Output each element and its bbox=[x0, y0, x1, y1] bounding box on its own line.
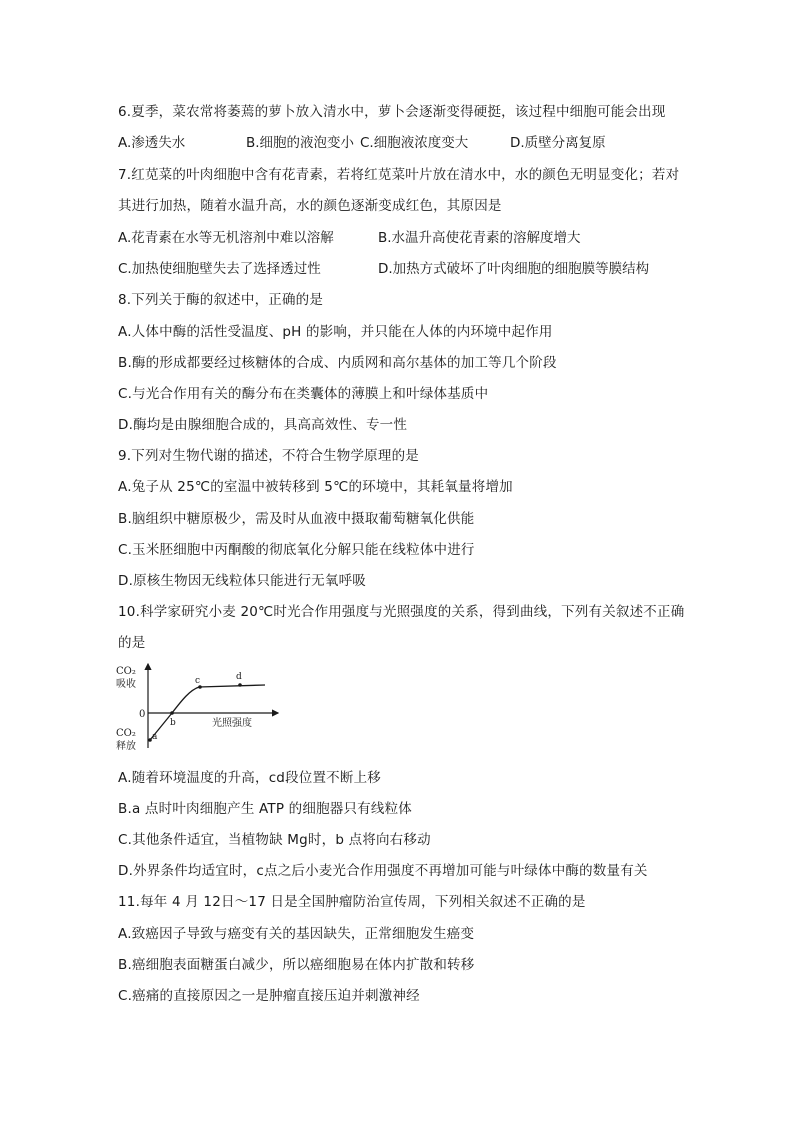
q8-option-d: D.酶均是由腺细胞合成的，具高高效性、专一性 bbox=[118, 417, 408, 433]
y-bottom-label-2: 释放 bbox=[116, 741, 136, 750]
q7-option-c: C.加热使细胞壁失去了选择透过性 bbox=[118, 261, 321, 277]
q11-option-b: B.癌细胞表面糖蛋白减少，所以癌细胞易在体内扩散和转移 bbox=[118, 957, 475, 973]
q9-stem: 9.下列对生物代谢的描述，不符合生物学原理的是 bbox=[118, 448, 419, 464]
q11-option-c: C.癌痛的直接原因之一是肿瘤直接压迫并刺激神经 bbox=[118, 988, 420, 1004]
x-axis-label: 光照强度 bbox=[212, 718, 252, 729]
q7-option-b: B.水温升高使花青素的溶解度增大 bbox=[378, 230, 581, 246]
q10-option-c: C.其他条件适宜，当植物缺 Mg时，b 点将向右移动 bbox=[118, 832, 431, 848]
q8-stem: 8.下列关于酶的叙述中，正确的是 bbox=[118, 292, 324, 308]
point-c-label: c bbox=[195, 676, 201, 686]
q6-options bbox=[118, 134, 718, 152]
q8-option-c: C.与光合作用有关的酶分布在类囊体的薄膜上和叶绿体基质中 bbox=[118, 386, 489, 402]
q8-option-b: B.酶的形成都要经过核糖体的合成、内质网和高尔基体的加工等几个阶段 bbox=[118, 355, 557, 371]
point-b-label: b bbox=[170, 718, 176, 728]
q7-option-a: A.花青素在水等无机溶剂中难以溶解 bbox=[118, 230, 334, 246]
origin-label: 0 bbox=[139, 709, 146, 720]
y-bottom-label-1: CO₂ bbox=[116, 728, 136, 739]
q9-option-b: B.脑组织中糖原极少，需及时从血液中摄取葡萄糖氧化供能 bbox=[118, 511, 475, 527]
q9-option-d: D.原核生物因无线粒体只能进行无氧呼吸 bbox=[118, 573, 366, 589]
y-top-label-1: CO₂ bbox=[116, 666, 136, 677]
q10-stem-line1: 10.科学家研究小麦 20℃时光合作用强度与光照强度的关系，得到曲线，下列有关叙述不正确 bbox=[118, 604, 685, 620]
q6-option-a: A.渗透失水 bbox=[118, 135, 186, 151]
q7-stem-line1: 7.红苋菜的叶肉细胞中含有花青素，若将红苋菜叶片放在清水中，水的颜色无明显变化；若对 bbox=[118, 167, 680, 183]
point-d bbox=[238, 683, 242, 687]
q6-stem: 6.夏季，菜农常将萎蔫的萝卜放入清水中，萝卜会逐渐变得硬挺，该过程中细胞可能会出现 bbox=[118, 104, 666, 120]
q7-options-row1 bbox=[118, 229, 718, 247]
q11-stem: 11.每年 4 月 12日～17 日是全国肿瘤防治宣传周，下列相关叙述不正确的是 bbox=[118, 894, 586, 910]
q6-option-d: D.质壁分离复原 bbox=[510, 135, 606, 151]
y-top-label-2: 吸收 bbox=[116, 679, 136, 690]
q10-option-a: A.随着环境温度的升高，cd段位置不断上移 bbox=[118, 770, 381, 786]
q10-option-d: D.外界条件均适宜时，c点之后小麦光合作用强度不再增加可能与叶绿体中酶的数量有关 bbox=[118, 863, 648, 879]
q7-option-d: D.加热方式破坏了叶肉细胞的细胞膜等膜结构 bbox=[378, 261, 650, 277]
q7-stem-line2: 其进行加热，随着水温升高，水的颜色逐渐变成红色，其原因是 bbox=[118, 198, 502, 214]
point-d-label: d bbox=[236, 672, 242, 682]
point-a-label: a bbox=[152, 732, 158, 742]
q11-option-a: A.致癌因子导致与癌变有关的基因缺失，正常细胞发生癌变 bbox=[118, 926, 475, 942]
q9-option-c: C.玉米胚细胞中丙酮酸的彻底氧化分解只能在线粒体中进行 bbox=[118, 542, 475, 558]
q10-stem-line2: 的是 bbox=[118, 635, 146, 651]
q6-option-b: B.细胞的液泡变小 bbox=[246, 135, 355, 151]
q9-option-a: A.兔子从 25℃的室温中被转移到 5℃的环境中，其耗氧量将增加 bbox=[118, 479, 513, 495]
photosynthesis-curve-figure bbox=[112, 660, 282, 750]
q6-option-c: C.细胞液浓度变大 bbox=[360, 135, 469, 151]
q7-options-row2 bbox=[118, 260, 718, 278]
q8-option-a: A.人体中酶的活性受温度、pH 的影响，并只能在人体的内环境中起作用 bbox=[118, 324, 553, 340]
q10-option-b: B.a 点时叶肉细胞产生 ATP 的细胞器只有线粒体 bbox=[118, 801, 412, 817]
point-b bbox=[170, 711, 174, 715]
